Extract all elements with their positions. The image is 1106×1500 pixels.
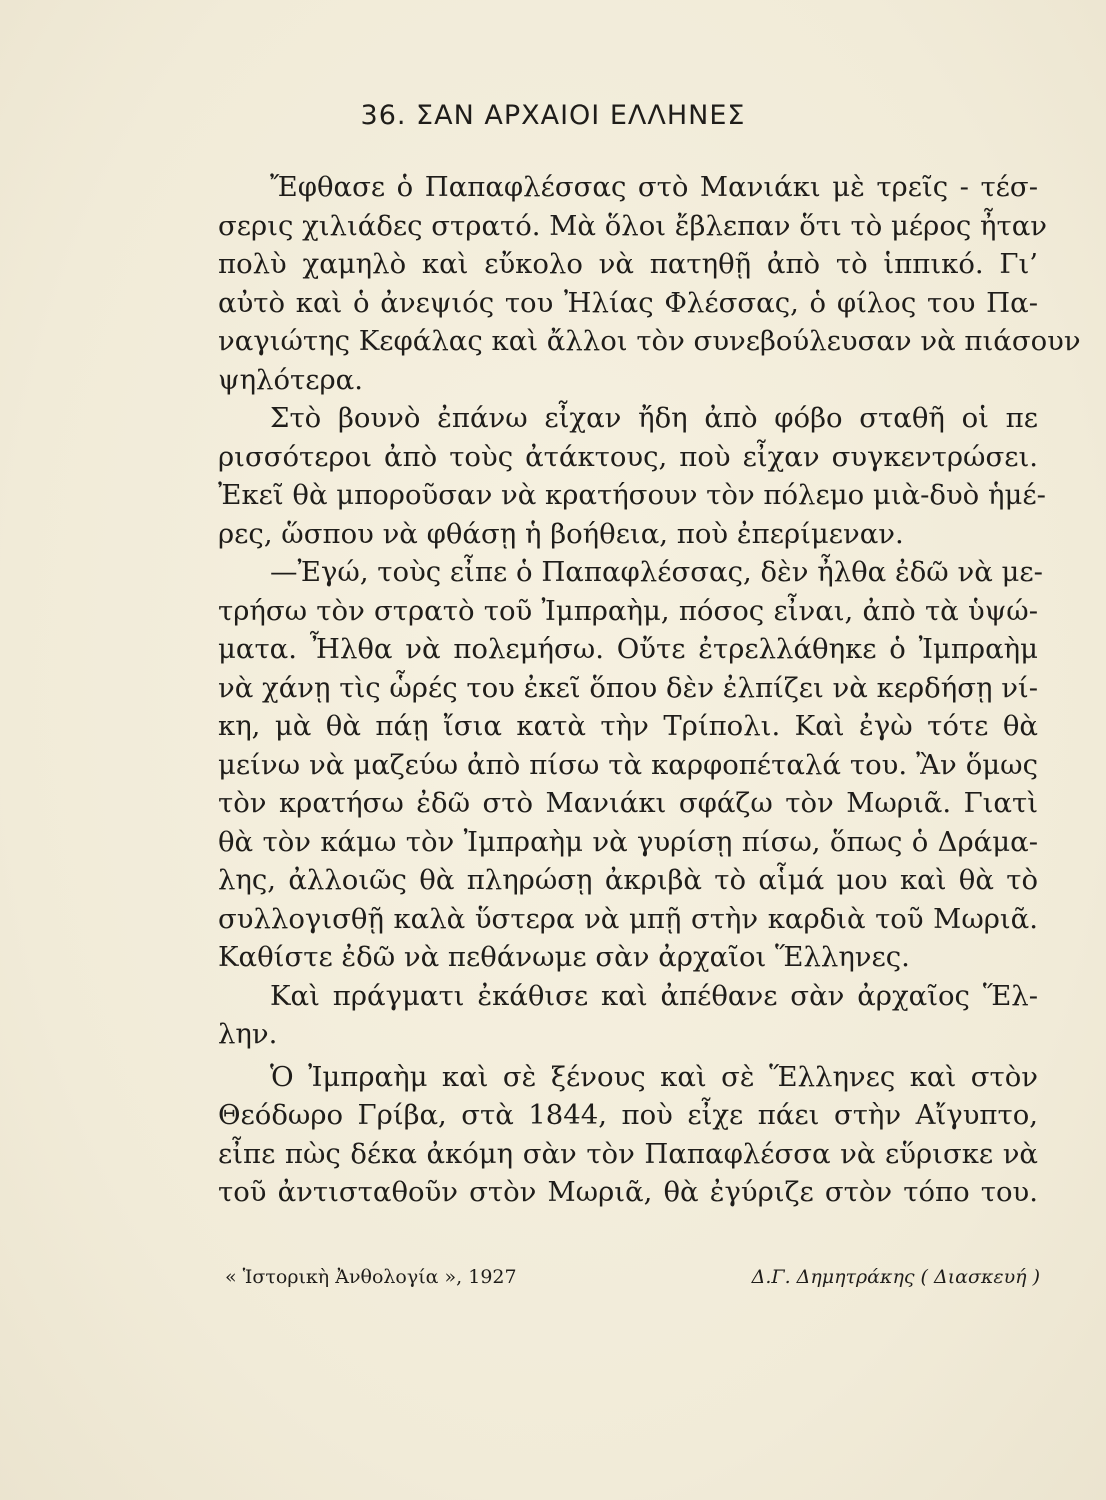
text-line: τὸν κρατήσω ἐδῶ στὸ Μανιάκι σφάζω τὸν Μωριᾶ. Γιατὶ [218, 787, 1038, 819]
text-line: —Ἐγώ, τοὺς εἶπε ὁ Παπαφλέσσας, δὲν ἦλθα ἐδῶ νὰ με- [270, 556, 1043, 588]
text-line: μείνω νὰ μαζεύω ἀπὸ πίσω τὰ καρφοπέταλά του. Ἂν ὅμως [218, 748, 1038, 781]
text-line: Καὶ πράγματι ἐκάθισε καὶ ἀπέθανε σὰν ἀρχαῖος Ἕλ- [270, 979, 1038, 1012]
text-line: Ὁ Ἰμπραὴμ καὶ σὲ ξένους καὶ σὲ Ἕλληνες καὶ στὸν [270, 1060, 1038, 1093]
text-line: Στὸ βουνὸ ἐπάνω εἶχαν ἤδη ἀπὸ φόβο σταθῆ οἱ πε [270, 402, 1038, 434]
text-line: Ἔφθασε ὁ Παπαφλέσσας στὸ Μανιάκι μὲ τρεῖς - τέσ- [270, 171, 1038, 203]
text-line: εἶπε πὼς δέκα ἀκόμη σὰν τὸν Παπαφλέσσα νὰ εὕρισκε νὰ [218, 1137, 1038, 1170]
text-line: σερις χιλιάδες στρατό. Μὰ ὅλοι ἔβλεπαν ὅτι τὸ μέρος ἦταν [218, 209, 1048, 242]
paragraph-3 [218, 553, 1043, 977]
paragraph-5 [218, 1058, 1038, 1212]
text-line: ρες, ὥσπου νὰ φθάσῃ ἡ βοήθεια, ποὺ ἐπερίμεναν. [218, 517, 904, 550]
paragraph-1 [218, 168, 1081, 399]
body-text [218, 168, 1081, 1212]
text-line: κη, μὰ θὰ πάῃ ἴσια κατὰ τὴν Τρίπολι. Καὶ ἐγὼ τότε θὰ [218, 710, 1038, 742]
text-line: λην. [218, 1018, 278, 1050]
text-line: ψηλότερα. [218, 363, 363, 396]
text-line: θὰ τὸν κάμω τὸν Ἰμπραὴμ νὰ γυρίσῃ πίσω, ὅπως ὁ Δράμα- [218, 825, 1038, 858]
text-line: ρισσότεροι ἀπὸ τοὺς ἀτάκτους, ποὺ εἶχαν συγκεντρώσει. [218, 440, 1038, 473]
text-line: Καθίστε ἐδῶ νὰ πεθάνωμε σὰν ἀρχαῖοι Ἕλληνες. [218, 941, 910, 973]
text-line: τοῦ ἀντισταθοῦν στὸν Μωριᾶ, θὰ ἐγύριζε στὸν τόπο του. [218, 1176, 1038, 1208]
text-line: Ἐκεῖ θὰ μποροῦσαν νὰ κρατήσουν τὸν πόλεμο μιὰ-δυὸ ἡμέ- [218, 479, 1046, 511]
text-line: ματα. Ἦλθα νὰ πολεμήσω. Οὔτε ἐτρελλάθηκε ὁ Ἰμπραὴμ [218, 633, 1038, 665]
text-line: αὐτὸ καὶ ὁ ἀνεψιός του Ἠλίας Φλέσσας, ὁ φίλος του Πα- [218, 286, 1038, 319]
paragraph-4 [218, 977, 1038, 1054]
source-citation: « Ἱστορικὴ Ἀνθολογία », 1927 [225, 1266, 517, 1288]
text-line: Θεόδωρο Γρίβα, στὰ 1844, ποὺ εἶχε πάει στὴν Αἴγυπτο, [218, 1099, 1038, 1131]
text-line: πολὺ χαμηλὸ καὶ εὔκολο νὰ πατηθῇ ἀπὸ τὸ ἱππικό. Γι’ [218, 248, 1038, 280]
source-footer [225, 1266, 1040, 1288]
text-line: συλλογισθῇ καλὰ ὕστερα νὰ μπῇ στὴν καρδιὰ τοῦ Μωριᾶ. [218, 902, 1038, 935]
chapter-title: 36. ΣΑΝ ΑΡΧΑΙΟΙ ΕΛΛΗΝΕΣ [360, 100, 746, 131]
text-line: νὰ χάνῃ τὶς ὧρές του ἐκεῖ ὅπου δὲν ἐλπίζει νὰ κερδήσῃ νί- [218, 671, 1038, 704]
author-credit: Δ.Γ. Δημητράκης ( Διασκευή ) [751, 1266, 1040, 1288]
text-line: τρήσω τὸν στρατὸ τοῦ Ἰμπραὴμ, πόσος εἶναι, ἀπὸ τὰ ὑψώ- [218, 594, 1038, 627]
text-line: λης, ἀλλοιῶς θὰ πληρώσῃ ἀκριβὰ τὸ αἷμά μου καὶ θὰ τὸ [218, 864, 1038, 896]
text-line: ναγιώτης Κεφάλας καὶ ἄλλοι τὸν συνεβούλευσαν νὰ πιάσουν [218, 325, 1081, 357]
paragraph-2 [218, 399, 1046, 553]
